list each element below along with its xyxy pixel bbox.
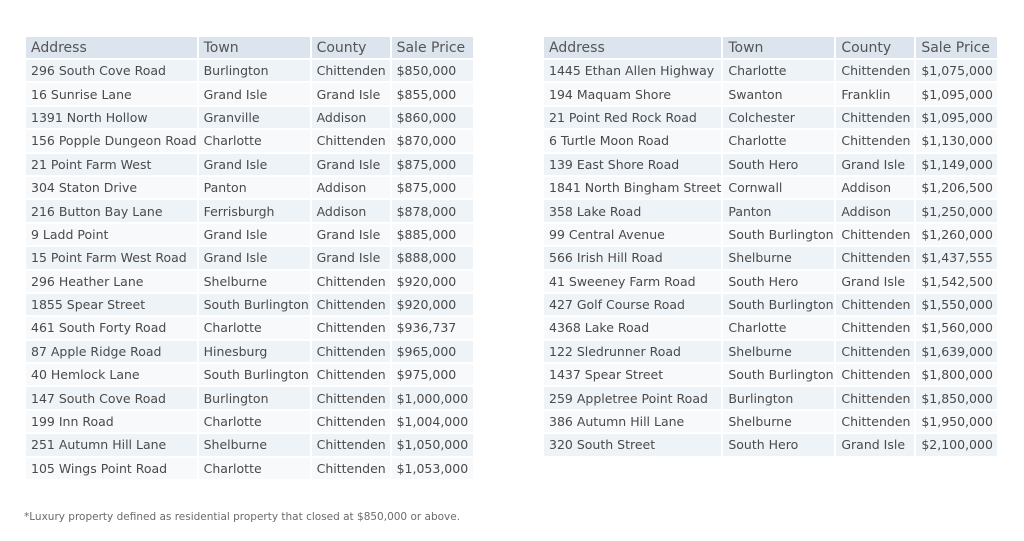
sale-price-cell: $920,000 xyxy=(392,271,473,292)
sale-price-cell: $1,850,000 xyxy=(916,387,997,408)
header-town: Town xyxy=(199,37,310,58)
header-sale-price: Sale Price xyxy=(916,37,997,58)
town-cell: Swanton xyxy=(723,83,834,104)
sale-price-cell: $936,737 xyxy=(392,317,473,338)
town-cell: South Burlington xyxy=(199,364,310,385)
header-town: Town xyxy=(723,37,834,58)
address-cell: 87 Apple Ridge Road xyxy=(26,341,197,362)
table-row xyxy=(544,294,997,315)
sale-price-cell: $888,000 xyxy=(392,247,473,268)
sale-price-cell: $1,053,000 xyxy=(392,458,473,479)
table-row xyxy=(544,60,997,81)
county-cell: Grand Isle xyxy=(836,271,914,292)
county-cell: Chittenden xyxy=(836,130,914,151)
address-cell: 147 South Cove Road xyxy=(26,387,197,408)
county-cell: Chittenden xyxy=(312,341,390,362)
header-address: Address xyxy=(26,37,197,58)
table-row xyxy=(26,411,473,432)
sales-table-right xyxy=(542,35,999,458)
county-cell: Chittenden xyxy=(836,294,914,315)
table-row xyxy=(544,177,997,198)
address-cell: 194 Maquam Shore xyxy=(544,83,721,104)
town-cell: Burlington xyxy=(199,60,310,81)
county-cell: Addison xyxy=(312,200,390,221)
county-cell: Addison xyxy=(312,177,390,198)
town-cell: Charlotte xyxy=(199,411,310,432)
county-cell: Chittenden xyxy=(836,387,914,408)
address-cell: 21 Point Red Rock Road xyxy=(544,107,721,128)
table-row xyxy=(26,317,473,338)
county-cell: Chittenden xyxy=(312,364,390,385)
address-cell: 4368 Lake Road xyxy=(544,317,721,338)
table-row xyxy=(544,271,997,292)
county-cell: Addison xyxy=(836,177,914,198)
address-cell: 320 South Street xyxy=(544,434,721,455)
town-cell: Burlington xyxy=(723,387,834,408)
county-cell: Chittenden xyxy=(312,434,390,455)
town-cell: South Burlington xyxy=(723,224,834,245)
address-cell: 40 Hemlock Lane xyxy=(26,364,197,385)
county-cell: Grand Isle xyxy=(836,434,914,455)
sale-price-cell: $1,639,000 xyxy=(916,341,997,362)
sale-price-cell: $1,000,000 xyxy=(392,387,473,408)
address-cell: 427 Golf Course Road xyxy=(544,294,721,315)
county-cell: Chittenden xyxy=(836,411,914,432)
header-sale-price: Sale Price xyxy=(392,37,473,58)
table-row xyxy=(544,434,997,455)
address-cell: 566 Irish Hill Road xyxy=(544,247,721,268)
table-row xyxy=(544,364,997,385)
town-cell: Panton xyxy=(723,200,834,221)
sale-price-cell: $1,149,000 xyxy=(916,154,997,175)
sale-price-cell: $1,950,000 xyxy=(916,411,997,432)
table-row xyxy=(26,434,473,455)
table-row xyxy=(26,177,473,198)
table-row xyxy=(26,130,473,151)
town-cell: South Hero xyxy=(723,271,834,292)
sale-price-cell: $1,206,500 xyxy=(916,177,997,198)
table-header-row xyxy=(26,37,473,58)
address-cell: 6 Turtle Moon Road xyxy=(544,130,721,151)
town-cell: Charlotte xyxy=(199,130,310,151)
town-cell: Shelburne xyxy=(723,247,834,268)
town-cell: Hinesburg xyxy=(199,341,310,362)
county-cell: Grand Isle xyxy=(312,83,390,104)
town-cell: Panton xyxy=(199,177,310,198)
sale-price-cell: $975,000 xyxy=(392,364,473,385)
address-cell: 156 Popple Dungeon Road xyxy=(26,130,197,151)
address-cell: 99 Central Avenue xyxy=(544,224,721,245)
county-cell: Chittenden xyxy=(836,317,914,338)
address-cell: 122 Sledrunner Road xyxy=(544,341,721,362)
table-row xyxy=(544,411,997,432)
town-cell: Shelburne xyxy=(199,271,310,292)
town-cell: South Burlington xyxy=(723,294,834,315)
sale-price-cell: $1,542,500 xyxy=(916,271,997,292)
sale-price-cell: $920,000 xyxy=(392,294,473,315)
table-row xyxy=(26,107,473,128)
header-county: County xyxy=(836,37,914,58)
header-county: County xyxy=(312,37,390,58)
table-row xyxy=(544,130,997,151)
address-cell: 9 Ladd Point xyxy=(26,224,197,245)
address-cell: 1855 Spear Street xyxy=(26,294,197,315)
address-cell: 216 Button Bay Lane xyxy=(26,200,197,221)
address-cell: 139 East Shore Road xyxy=(544,154,721,175)
sale-price-cell: $1,250,000 xyxy=(916,200,997,221)
town-cell: South Hero xyxy=(723,154,834,175)
sale-price-cell: $860,000 xyxy=(392,107,473,128)
town-cell: Cornwall xyxy=(723,177,834,198)
county-cell: Chittenden xyxy=(312,458,390,479)
sales-table-left xyxy=(24,35,475,481)
county-cell: Chittenden xyxy=(312,411,390,432)
table-row xyxy=(26,341,473,362)
table-row xyxy=(26,247,473,268)
sale-price-cell: $1,260,000 xyxy=(916,224,997,245)
table-row xyxy=(26,458,473,479)
table-row xyxy=(544,224,997,245)
address-cell: 16 Sunrise Lane xyxy=(26,83,197,104)
address-cell: 1437 Spear Street xyxy=(544,364,721,385)
sale-price-cell: $1,095,000 xyxy=(916,83,997,104)
sale-price-cell: $850,000 xyxy=(392,60,473,81)
table-row xyxy=(544,341,997,362)
table-row xyxy=(26,387,473,408)
sale-price-cell: $875,000 xyxy=(392,177,473,198)
address-cell: 199 Inn Road xyxy=(26,411,197,432)
county-cell: Franklin xyxy=(836,83,914,104)
table-row xyxy=(26,364,473,385)
address-cell: 15 Point Farm West Road xyxy=(26,247,197,268)
address-cell: 461 South Forty Road xyxy=(26,317,197,338)
town-cell: Shelburne xyxy=(723,341,834,362)
address-cell: 21 Point Farm West xyxy=(26,154,197,175)
county-cell: Chittenden xyxy=(312,60,390,81)
address-cell: 105 Wings Point Road xyxy=(26,458,197,479)
table-row xyxy=(26,83,473,104)
county-cell: Grand Isle xyxy=(312,154,390,175)
county-cell: Chittenden xyxy=(312,387,390,408)
county-cell: Addison xyxy=(836,200,914,221)
cropped-title-fragment xyxy=(100,0,530,5)
sale-price-cell: $1,075,000 xyxy=(916,60,997,81)
town-cell: Charlotte xyxy=(723,60,834,81)
town-cell: Grand Isle xyxy=(199,247,310,268)
county-cell: Addison xyxy=(312,107,390,128)
table-row xyxy=(544,107,997,128)
sale-price-cell: $875,000 xyxy=(392,154,473,175)
sale-price-cell: $1,004,000 xyxy=(392,411,473,432)
address-cell: 259 Appletree Point Road xyxy=(544,387,721,408)
sale-price-cell: $870,000 xyxy=(392,130,473,151)
town-cell: Charlotte xyxy=(723,317,834,338)
sale-price-cell: $855,000 xyxy=(392,83,473,104)
sale-price-cell: $878,000 xyxy=(392,200,473,221)
address-cell: 1841 North Bingham Street xyxy=(544,177,721,198)
table-row xyxy=(26,271,473,292)
town-cell: Charlotte xyxy=(723,130,834,151)
sale-price-cell: $1,550,000 xyxy=(916,294,997,315)
town-cell: South Burlington xyxy=(723,364,834,385)
address-cell: 358 Lake Road xyxy=(544,200,721,221)
sale-price-cell: $965,000 xyxy=(392,341,473,362)
county-cell: Grand Isle xyxy=(312,247,390,268)
address-cell: 1391 North Hollow xyxy=(26,107,197,128)
address-cell: 1445 Ethan Allen Highway xyxy=(544,60,721,81)
town-cell: Shelburne xyxy=(723,411,834,432)
town-cell: South Hero xyxy=(723,434,834,455)
table-row xyxy=(544,387,997,408)
sale-price-cell: $1,095,000 xyxy=(916,107,997,128)
table-row xyxy=(26,224,473,245)
table-row xyxy=(544,247,997,268)
sale-price-cell: $1,800,000 xyxy=(916,364,997,385)
table-header-row xyxy=(544,37,997,58)
address-cell: 41 Sweeney Farm Road xyxy=(544,271,721,292)
county-cell: Chittenden xyxy=(312,271,390,292)
sale-price-cell: $1,050,000 xyxy=(392,434,473,455)
county-cell: Chittenden xyxy=(836,364,914,385)
address-cell: 304 Staton Drive xyxy=(26,177,197,198)
table-row xyxy=(26,200,473,221)
table-row xyxy=(544,200,997,221)
table-row xyxy=(26,154,473,175)
sale-price-cell: $885,000 xyxy=(392,224,473,245)
address-cell: 251 Autumn Hill Lane xyxy=(26,434,197,455)
table-row xyxy=(544,154,997,175)
county-cell: Chittenden xyxy=(836,107,914,128)
table-row xyxy=(544,83,997,104)
town-cell: Grand Isle xyxy=(199,83,310,104)
address-cell: 296 South Cove Road xyxy=(26,60,197,81)
county-cell: Chittenden xyxy=(836,341,914,362)
table-row xyxy=(544,317,997,338)
town-cell: Grand Isle xyxy=(199,224,310,245)
town-cell: Charlotte xyxy=(199,458,310,479)
address-cell: 386 Autumn Hill Lane xyxy=(544,411,721,432)
town-cell: Colchester xyxy=(723,107,834,128)
table-row xyxy=(26,60,473,81)
town-cell: Grand Isle xyxy=(199,154,310,175)
sale-price-cell: $2,100,000 xyxy=(916,434,997,455)
county-cell: Chittenden xyxy=(312,130,390,151)
county-cell: Grand Isle xyxy=(836,154,914,175)
county-cell: Chittenden xyxy=(836,60,914,81)
county-cell: Chittenden xyxy=(836,224,914,245)
sale-price-cell: $1,560,000 xyxy=(916,317,997,338)
county-cell: Chittenden xyxy=(312,317,390,338)
town-cell: Granville xyxy=(199,107,310,128)
address-cell: 296 Heather Lane xyxy=(26,271,197,292)
town-cell: Shelburne xyxy=(199,434,310,455)
header-address: Address xyxy=(544,37,721,58)
footnote: *Luxury property defined as residential property that closed at $850,000 or above. xyxy=(24,511,461,523)
county-cell: Chittenden xyxy=(312,294,390,315)
town-cell: Charlotte xyxy=(199,317,310,338)
table-row xyxy=(26,294,473,315)
sale-price-cell: $1,130,000 xyxy=(916,130,997,151)
town-cell: Ferrisburgh xyxy=(199,200,310,221)
town-cell: South Burlington xyxy=(199,294,310,315)
sale-price-cell: $1,437,555 xyxy=(916,247,997,268)
town-cell: Burlington xyxy=(199,387,310,408)
county-cell: Grand Isle xyxy=(312,224,390,245)
county-cell: Chittenden xyxy=(836,247,914,268)
